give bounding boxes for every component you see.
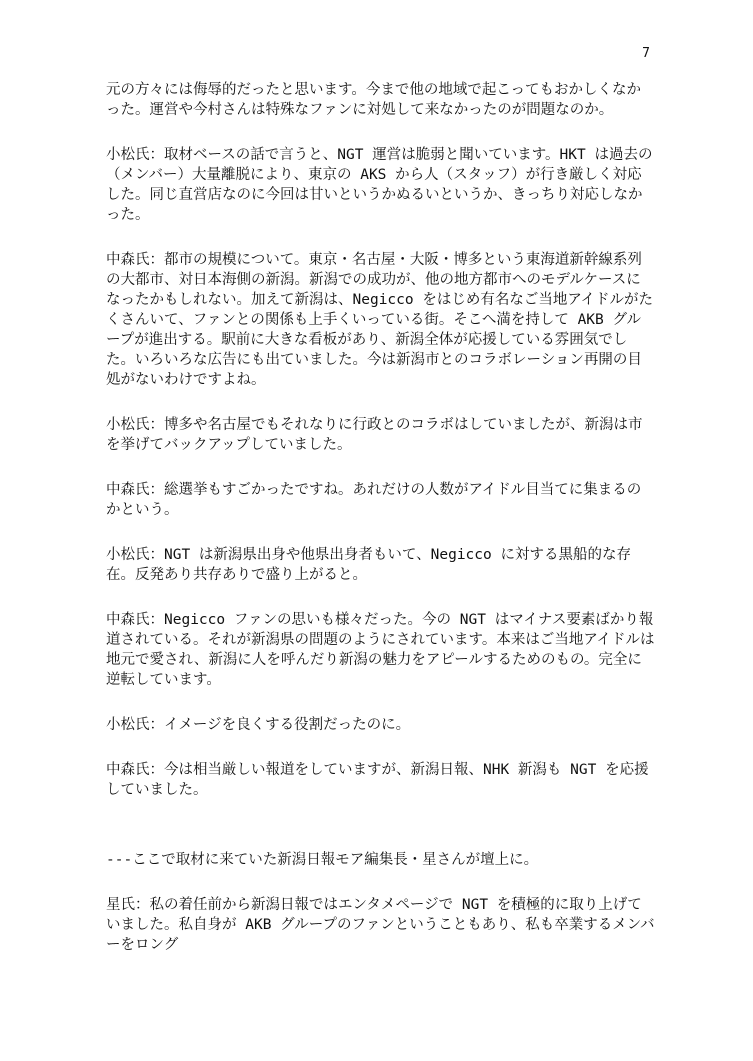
page-number: 7 bbox=[642, 46, 650, 61]
paragraph-7: 中森氏：Negicco ファンの思いも様々だった。今の NGT はマイナス要素ばかり報道されている。それが新潟県の問題のようにされています。本来はご当地アイドルは地元で愛され、新潟に人を呼んだり新潟の魅力をアピールするためのもの。完全に逆転しています。 bbox=[106, 612, 655, 688]
paragraph-5: 中森氏：総選挙もすごかったですね。あれだけの人数がアイドル目当てに集まるのかという。 bbox=[106, 482, 642, 518]
paragraph-11: 星氏：私の着任前から新潟日報ではエンタメページで NGT を積極的に取り上げていました。私自身が AKB グループのファンということもあり、私も卒業するメンバーをロング bbox=[106, 897, 655, 953]
paragraph-1: 元の方々には侮辱的だったと思います。今まで他の地域で起こってもおかしくなかった。運営や今村さんは特殊なファンに対処して来なかったのが問題なのか。 bbox=[106, 82, 642, 118]
paragraph-6: 小松氏：NGT は新潟県出身や他県出身者もいて、Negicco に対する黒船的な存在。反発あり共存ありで盛り上がると。 bbox=[106, 547, 631, 583]
paragraph-8: 小松氏：イメージを良くする役割だったのに。 bbox=[106, 717, 411, 733]
paragraph-9: 中森氏：今は相当厳しい報道をしていますが、新潟日報、NHK 新潟も NGT を応援していました。 bbox=[106, 762, 649, 798]
paragraph-4: 小松氏：博多や名古屋でもそれなりに行政とのコラボはしていましたが、新潟は市を挙げてバックアップしていました。 bbox=[106, 417, 643, 453]
document-body bbox=[106, 80, 655, 980]
paragraph-10: ---ここで取材に来ていた新潟日報モア編集長・星さんが壇上に。 bbox=[106, 852, 539, 868]
paragraph-3: 中森氏：都市の規模について。東京・名古屋・大阪・博多という東海道新幹線系列の大都市、対日本海側の新潟。新潟での成功が、他の地方都市へのモデルケースになったかもしれない。加えて新潟は、Negicco をはじめ有名なご当地アイドルがたくさんいて、ファンとの関係も上手くいっている街。そこへ満を持して AKB グループが進出する。駅前に大きな看板があり、新潟全体が応援している雰囲気でした。いろいろな広告にも出ていました。今は新潟市とのコラボレーション再開の目処がないわけですよね。 bbox=[106, 252, 654, 388]
paragraph-2: 小松氏：取材ベースの話で言うと、NGT 運営は脆弱と聞いています。HKT は過去の（メンバー）大量離脱により、東京の AKS から人（スタッフ）が行き厳しく対応した。同じ直営店なのに今回は甘いというかぬるいというか、きっちり対応しなかった。 bbox=[106, 147, 653, 223]
